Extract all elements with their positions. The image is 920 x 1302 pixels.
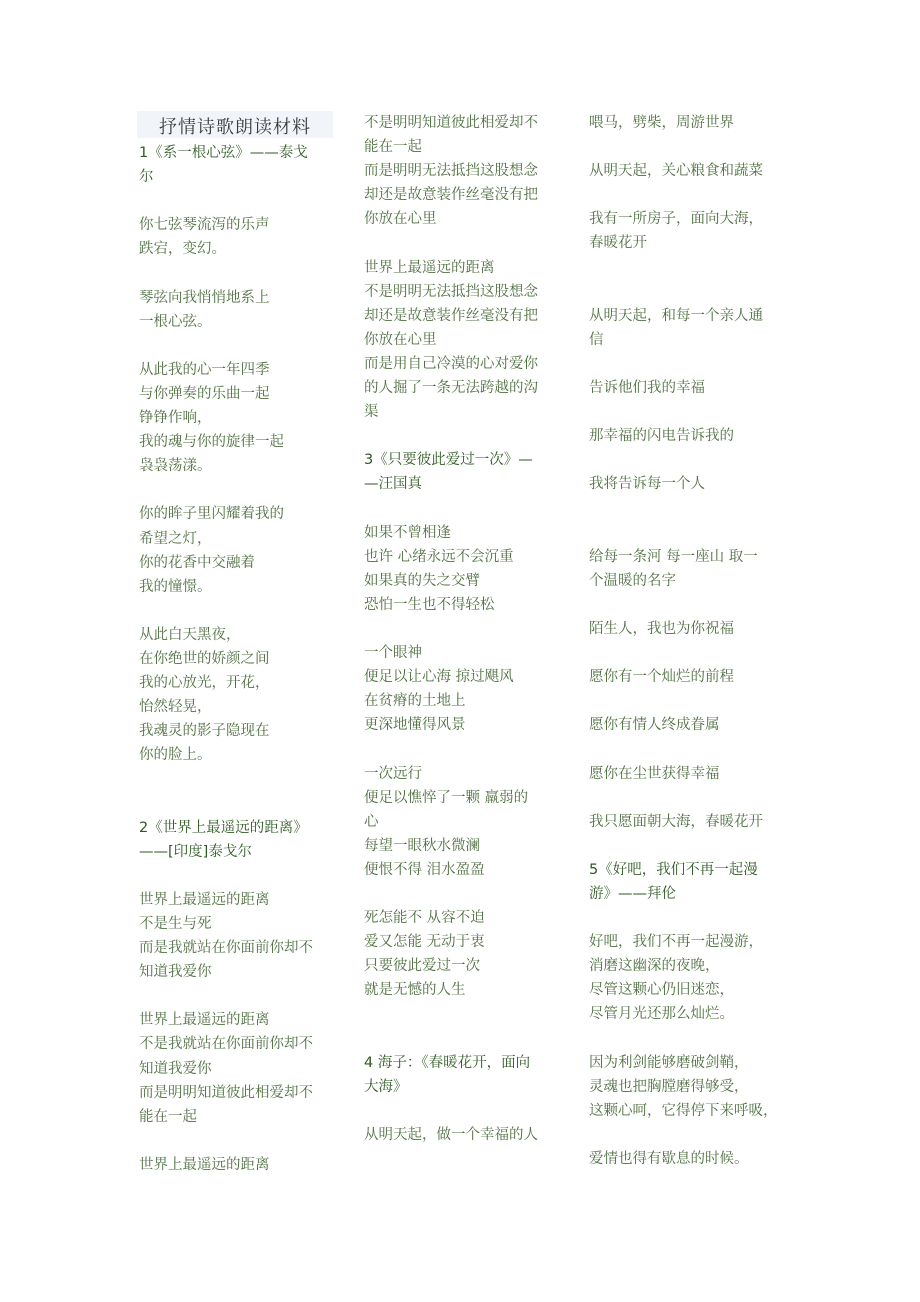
poem-line: 尽管月光还那么灿烂。 bbox=[589, 1006, 734, 1023]
poem-line: 铮铮作响， bbox=[139, 410, 212, 427]
poem-line: 你七弦琴流泻的乐声 bbox=[139, 217, 270, 234]
blank-line bbox=[589, 1027, 789, 1051]
poem-heading: 游》——拜伦 bbox=[589, 886, 676, 902]
blank-line bbox=[364, 497, 564, 521]
blank-line bbox=[364, 882, 564, 906]
blank-line bbox=[589, 135, 789, 159]
blank-line bbox=[139, 792, 339, 816]
poem-line: 消磨这幽深的夜晚， bbox=[589, 958, 720, 975]
poem-line: 你放在心里 bbox=[364, 211, 437, 228]
poem-line: 世界上最遥远的距离 bbox=[139, 1156, 270, 1173]
poem-line: 给每一条河 每一座山 取一 bbox=[589, 548, 758, 565]
poem-line: 不是明明无法抵挡这股想念 bbox=[364, 283, 538, 300]
blank-line bbox=[364, 1002, 564, 1026]
poem-line: 却还是故意装作丝毫没有把 bbox=[364, 307, 538, 324]
poem-line: 能在一起 bbox=[364, 139, 422, 156]
poem-line: 怡然轻晃， bbox=[139, 699, 212, 716]
poem-line: 个温暖的名字 bbox=[589, 572, 676, 589]
poem-line: 从明天起，和每一个亲人通 bbox=[589, 307, 763, 324]
poem-line: 世界上最遥远的距离 bbox=[139, 1012, 270, 1029]
blank-line bbox=[139, 261, 339, 285]
blank-line bbox=[364, 424, 564, 448]
poem-line: 爱又怎能 无动于衷 bbox=[364, 934, 485, 951]
poem-line: 你放在心里 bbox=[364, 331, 437, 348]
poem-heading: 大海》 bbox=[364, 1078, 408, 1095]
poem-line: 在你绝世的娇颜之间 bbox=[139, 650, 270, 667]
poem-line: 的人掘了一条无法跨越的沟 bbox=[364, 380, 538, 397]
poem-line: 从明天起，做一个幸福的人 bbox=[364, 1126, 538, 1143]
poem-line: 而是明明知道彼此相爱却不 bbox=[139, 1084, 313, 1101]
blank-line bbox=[139, 189, 339, 213]
poem-line: 琴弦向我悄悄地系上 bbox=[139, 289, 270, 306]
poem-line: 从此白天黑夜， bbox=[139, 626, 241, 643]
poem-line: 告诉他们我的幸福 bbox=[589, 380, 705, 397]
poem-line: 而是用自己冷漠的心对爱你 bbox=[364, 355, 538, 372]
blank-line bbox=[589, 521, 789, 545]
poem-line: 我的魂与你的旋律一起 bbox=[139, 434, 284, 451]
poem-line: 陌生人，我也为你祝福 bbox=[589, 620, 734, 637]
poem-line: 也许 心绪永远不会沉重 bbox=[364, 548, 514, 565]
blank-line bbox=[139, 984, 339, 1008]
blank-line bbox=[589, 593, 789, 617]
poem-line: 不是明明知道彼此相爱却不 bbox=[364, 115, 538, 131]
poem-line: 信 bbox=[589, 331, 604, 348]
blank-line bbox=[589, 256, 789, 280]
poem-line: 愿你有情人终成眷属 bbox=[589, 717, 720, 734]
blank-line bbox=[589, 834, 789, 858]
blank-line bbox=[139, 334, 339, 358]
poem-line: 那幸福的闪电告诉我的 bbox=[589, 428, 734, 445]
poem-line: 与你弹奏的乐曲一起 bbox=[139, 385, 270, 402]
poem-line: 好吧，我们不再一起漫游， bbox=[589, 934, 763, 951]
poem-line: 灵魂也把胸膛磨得够受， bbox=[589, 1078, 749, 1095]
blank-line bbox=[139, 478, 339, 502]
poem-line: 不是我就站在你面前你却不 bbox=[139, 1036, 313, 1053]
poem-line: 袅袅荡漾。 bbox=[139, 458, 212, 475]
poem-line: 愿你有一个灿烂的前程 bbox=[589, 669, 734, 686]
poem-line: 知道我爱你 bbox=[139, 1060, 212, 1077]
poem-line: 你的眸子里闪耀着我的 bbox=[139, 506, 284, 523]
poem-line: 我魂灵的影子隐现在 bbox=[139, 723, 270, 740]
blank-line bbox=[139, 1129, 339, 1153]
blank-line bbox=[364, 1099, 564, 1123]
blank-line bbox=[589, 280, 789, 304]
poem-line: 渠 bbox=[364, 404, 379, 421]
poem-line: 世界上最遥远的距离 bbox=[364, 259, 495, 276]
poem-line: 你的脸上。 bbox=[139, 747, 212, 764]
blank-line bbox=[589, 400, 789, 424]
blank-line bbox=[139, 599, 339, 623]
blank-line bbox=[139, 767, 339, 791]
poem-line: 我的心放光，开花， bbox=[139, 675, 270, 692]
poem-line: 尽管这颗心仍旧迷恋， bbox=[589, 982, 734, 999]
poem-line: 死怎能不 从容不迫 bbox=[364, 910, 485, 927]
blank-line bbox=[364, 617, 564, 641]
poem-line: 恐怕一生也不得轻松 bbox=[364, 596, 495, 613]
blank-line bbox=[364, 737, 564, 761]
poem-line: 在贫瘠的土地上 bbox=[364, 693, 466, 710]
poem-line: 便恨不得 泪水盈盈 bbox=[364, 861, 485, 878]
poem-line: 喂马，劈柴，周游世界 bbox=[589, 115, 734, 131]
poem-line: 从明天起，关心粮食和蔬菜 bbox=[589, 163, 763, 180]
poem-line: 而是我就站在你面前你却不 bbox=[139, 940, 313, 957]
poem-line: 希望之灯， bbox=[139, 530, 212, 547]
blank-line bbox=[364, 1027, 564, 1051]
poem-line: 一根心弦。 bbox=[139, 313, 212, 330]
poem-line: 如果真的失之交臂 bbox=[364, 572, 480, 589]
poem-heading: 3《只要彼此爱过一次》— bbox=[364, 452, 533, 469]
document-title: 抒情诗歌朗读材料 bbox=[159, 117, 311, 138]
blank-line bbox=[589, 448, 789, 472]
poem-heading: 5《好吧，我们不再一起漫 bbox=[589, 861, 758, 878]
poem-heading: ——[印度]泰戈尔 bbox=[139, 843, 252, 860]
blank-line bbox=[589, 689, 789, 713]
blank-line bbox=[364, 231, 564, 255]
blank-line bbox=[589, 183, 789, 207]
poem-line: 如果不曾相逢 bbox=[364, 524, 451, 541]
poem-line: 便足以让心海 掠过飓风 bbox=[364, 669, 514, 686]
poem-line: 而是明明无法抵挡这股想念 bbox=[364, 163, 538, 180]
poem-line: 却还是故意装作丝毫没有把 bbox=[364, 187, 538, 204]
poem-line: 更深地懂得风景 bbox=[364, 717, 466, 734]
poem-line: 便足以憔悴了一颗 羸弱的 bbox=[364, 789, 529, 806]
poem-line: 愿你在尘世获得幸福 bbox=[589, 765, 720, 782]
blank-line bbox=[589, 352, 789, 376]
blank-line bbox=[589, 497, 789, 521]
blank-line bbox=[589, 1123, 789, 1147]
poem-line: 我的憧憬。 bbox=[139, 578, 212, 595]
poem-heading: —汪国真 bbox=[364, 476, 422, 493]
poem-line: 我将告诉每一个人 bbox=[589, 476, 705, 493]
poem-line: 这颗心呵，它得停下来呼吸， bbox=[589, 1102, 778, 1119]
poem-line: 我有一所房子，面向大海， bbox=[589, 211, 763, 228]
document-title-box bbox=[137, 111, 333, 138]
poem-line: 每望一眼秋水微澜 bbox=[364, 837, 480, 854]
poem-heading: 1《系一根心弦》——泰戈 bbox=[139, 145, 308, 161]
blank-line bbox=[589, 737, 789, 761]
column-1 bbox=[139, 141, 339, 1177]
poem-line: 只要彼此爱过一次 bbox=[364, 958, 480, 975]
poem-line: 春暖花开 bbox=[589, 235, 647, 252]
poem-line: 能在一起 bbox=[139, 1108, 197, 1125]
poem-line: 一次远行 bbox=[364, 765, 422, 782]
poem-line: 世界上最遥远的距离 bbox=[139, 891, 270, 908]
poem-line: 跌宕，变幻。 bbox=[139, 241, 226, 258]
column-3 bbox=[589, 111, 789, 1171]
poem-line: 你的花香中交融着 bbox=[139, 554, 255, 571]
poem-heading: 4 海子：《春暖花开，面向 bbox=[364, 1054, 531, 1071]
poem-line: 一个眼神 bbox=[364, 645, 422, 662]
poem-line: 我只愿面朝大海，春暖花开 bbox=[589, 813, 763, 830]
poem-line: 知道我爱你 bbox=[139, 964, 212, 981]
blank-line bbox=[589, 641, 789, 665]
poem-line: 心 bbox=[364, 813, 379, 830]
poem-line: 就是无憾的人生 bbox=[364, 982, 466, 999]
column-2 bbox=[364, 111, 564, 1147]
poem-heading: 尔 bbox=[139, 169, 154, 186]
blank-line bbox=[139, 864, 339, 888]
poem-line: 因为利剑能够磨破剑鞘， bbox=[589, 1054, 749, 1071]
poem-line: 从此我的心一年四季 bbox=[139, 361, 270, 378]
poem-heading: 2《世界上最遥远的距离》 bbox=[139, 819, 308, 836]
blank-line bbox=[589, 786, 789, 810]
poem-line: 不是生与死 bbox=[139, 916, 212, 932]
blank-line bbox=[589, 906, 789, 930]
poem-line: 爱情也得有歇息的时候。 bbox=[589, 1151, 749, 1168]
